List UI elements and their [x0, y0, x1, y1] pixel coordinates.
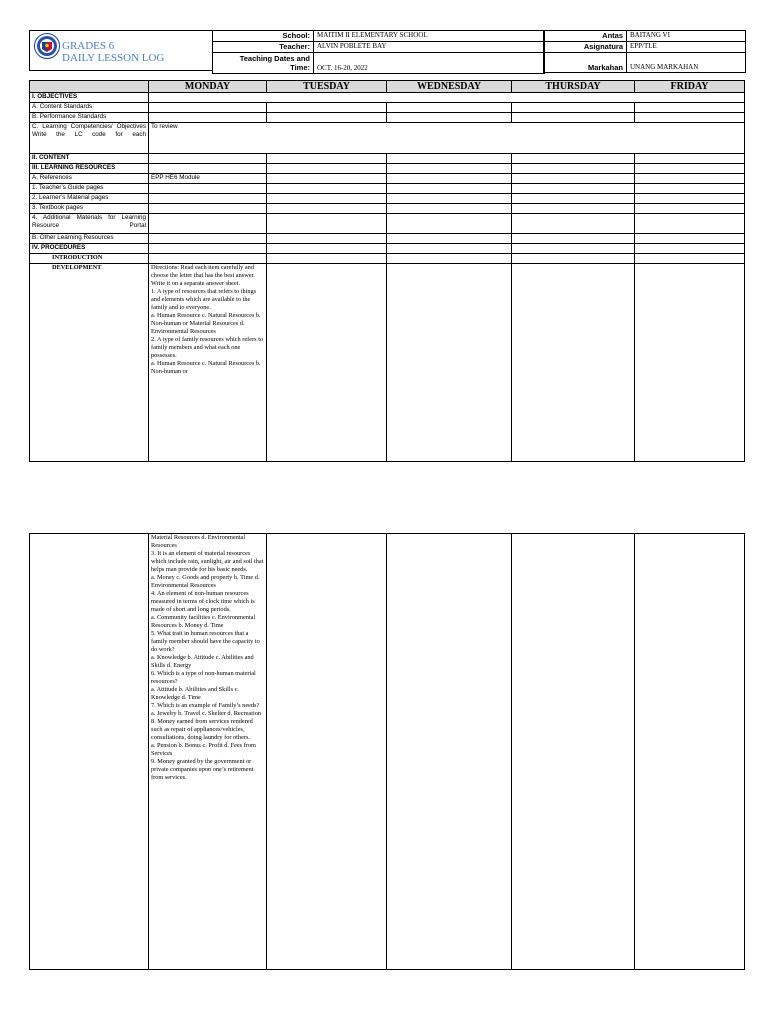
- markahan-label: Markahan: [544, 53, 627, 73]
- performance-standards-label: B. Performance Standards: [30, 113, 149, 123]
- school-value: MAITIM II ELEMENTARY SCHOOL: [314, 31, 545, 42]
- references-monday: EPP HE6 Module: [149, 174, 267, 184]
- day-header-blank: [30, 81, 149, 93]
- row-other-resources: [30, 234, 745, 244]
- learning-resources-label: III. LEARNING RESOURCES: [30, 164, 149, 174]
- school-label: School:: [213, 31, 314, 42]
- lesson-log-table: [29, 80, 745, 462]
- other-resources-label: B. Other Learning Resources: [30, 234, 149, 244]
- dates-label-line2: Time:: [290, 63, 310, 72]
- content-standards-label: A. Content Standards: [30, 103, 149, 113]
- form-title-line2: DAILY LESSON LOG: [62, 52, 165, 64]
- procedures-label: IV. PROCEDURES: [30, 244, 149, 254]
- references-label: A. References: [30, 174, 149, 184]
- dates-value: OCT. 16-20, 2022: [314, 53, 545, 74]
- markahan-value: UNANG MARKAHAN: [627, 53, 746, 73]
- row-references: [30, 174, 745, 184]
- objectives-cell: [149, 93, 745, 103]
- content-label: II. CONTENT: [30, 154, 149, 164]
- antas-value: BAITANG VI: [627, 31, 746, 42]
- development-label-continued: [30, 534, 149, 970]
- day-header-row: [30, 81, 745, 93]
- row-performance-standards: [30, 113, 745, 123]
- teacher-label: Teacher:: [213, 42, 314, 53]
- row-objectives: [30, 93, 745, 103]
- day-thursday: THURSDAY: [512, 81, 635, 93]
- dates-label-line1: Teaching Dates and: [239, 54, 310, 63]
- row-learning-resources: [30, 164, 745, 174]
- asignatura-label: Asignatura: [544, 42, 627, 53]
- lesson-log-table-continued: [29, 533, 745, 970]
- row-development-continued: [30, 534, 745, 970]
- development-label: DEVELOPMENT: [30, 264, 149, 462]
- grade-info-table: [543, 30, 746, 73]
- row-learners-material: [30, 194, 745, 204]
- asignatura-value: EPP/TLE: [627, 42, 746, 53]
- row-content: [30, 154, 745, 164]
- antas-label: Antas: [544, 31, 627, 42]
- textbook-label: 3. Textbook pages: [30, 204, 149, 214]
- competencies-monday: To review: [149, 123, 745, 154]
- learners-material-label: 2. Learner’s Material pages: [30, 194, 149, 204]
- development-monday-quiz: Directions: Read each item carefully and choose the letter that has the best answer. Write it on a separate answer sheet. 1. A type of resources that refers to things and elements which are available to the family and to everyone. a. Human Resource c. Natural Resources b. Non-human or Material Resources d. Environmental Resources 2. A type of family resources which refers to family members and what each one possesses. a. Human Resource c. Natural Resources b. Non-human or: [149, 264, 267, 462]
- row-development: [30, 264, 745, 462]
- row-competencies: [30, 123, 745, 154]
- development-monday-quiz-continued: Material Resources d. Environmental Resources 3. It is an element of material resources which include rain, sunlight, air and soil that helps man provide for his basic needs. a. Money c. Goods and property b. Time d. Environmental Resources 4. An element of non-human resources measured in terms of clock time which is made of short and long periods. a. Community facilities c. Environmental Resources b. Money d. Time 5. What trait in human resources that a family member should have the capacity to do work? a. Knowledge b. Attitude c. Abilities and Skills d. Energy 6. Which is a type of non-human material resources? a. Attitude b. Abilities and Skills c. Knowledge d. Time 7. Which is an example of Family’s needs? a. Jewelry b. Travel c. Shelter d. Recreation 8. Money earned from services rendered such as repair of appliances/vehicles, consultations, doing laundry for others. a. Pension b. Bonus c. Profit d. Fees from Services 9. Money granted by the government or private companies upon one’s retirement from services.: [149, 534, 267, 970]
- row-textbook: [30, 204, 745, 214]
- dates-label: [213, 53, 314, 74]
- day-wednesday: WEDNESDAY: [387, 81, 512, 93]
- day-tuesday: TUESDAY: [267, 81, 387, 93]
- teacher-value: ALVIN POBLETE BAY: [314, 42, 545, 53]
- day-monday: MONDAY: [149, 81, 267, 93]
- row-procedures: [30, 244, 745, 254]
- row-content-standards: [30, 103, 745, 113]
- competencies-label: C. Learning Competencies/ Objectives Write the LC code for each: [30, 123, 149, 154]
- form-title-line1: GRADES 6: [62, 40, 115, 52]
- row-introduction: [30, 254, 745, 264]
- objectives-label: I. OBJECTIVES: [30, 93, 149, 103]
- row-teachers-guide: [30, 184, 745, 194]
- school-info-table: [212, 30, 545, 74]
- teachers-guide-label: 1. Teacher’s Guide pages: [30, 184, 149, 194]
- introduction-label: INTRODUCTION: [30, 254, 149, 264]
- additional-materials-label: 4. Additional Materials for Learning Resource Portal: [30, 214, 149, 234]
- logo-title-frame: [29, 30, 213, 71]
- day-friday: FRIDAY: [635, 81, 745, 93]
- row-additional-materials: [30, 214, 745, 234]
